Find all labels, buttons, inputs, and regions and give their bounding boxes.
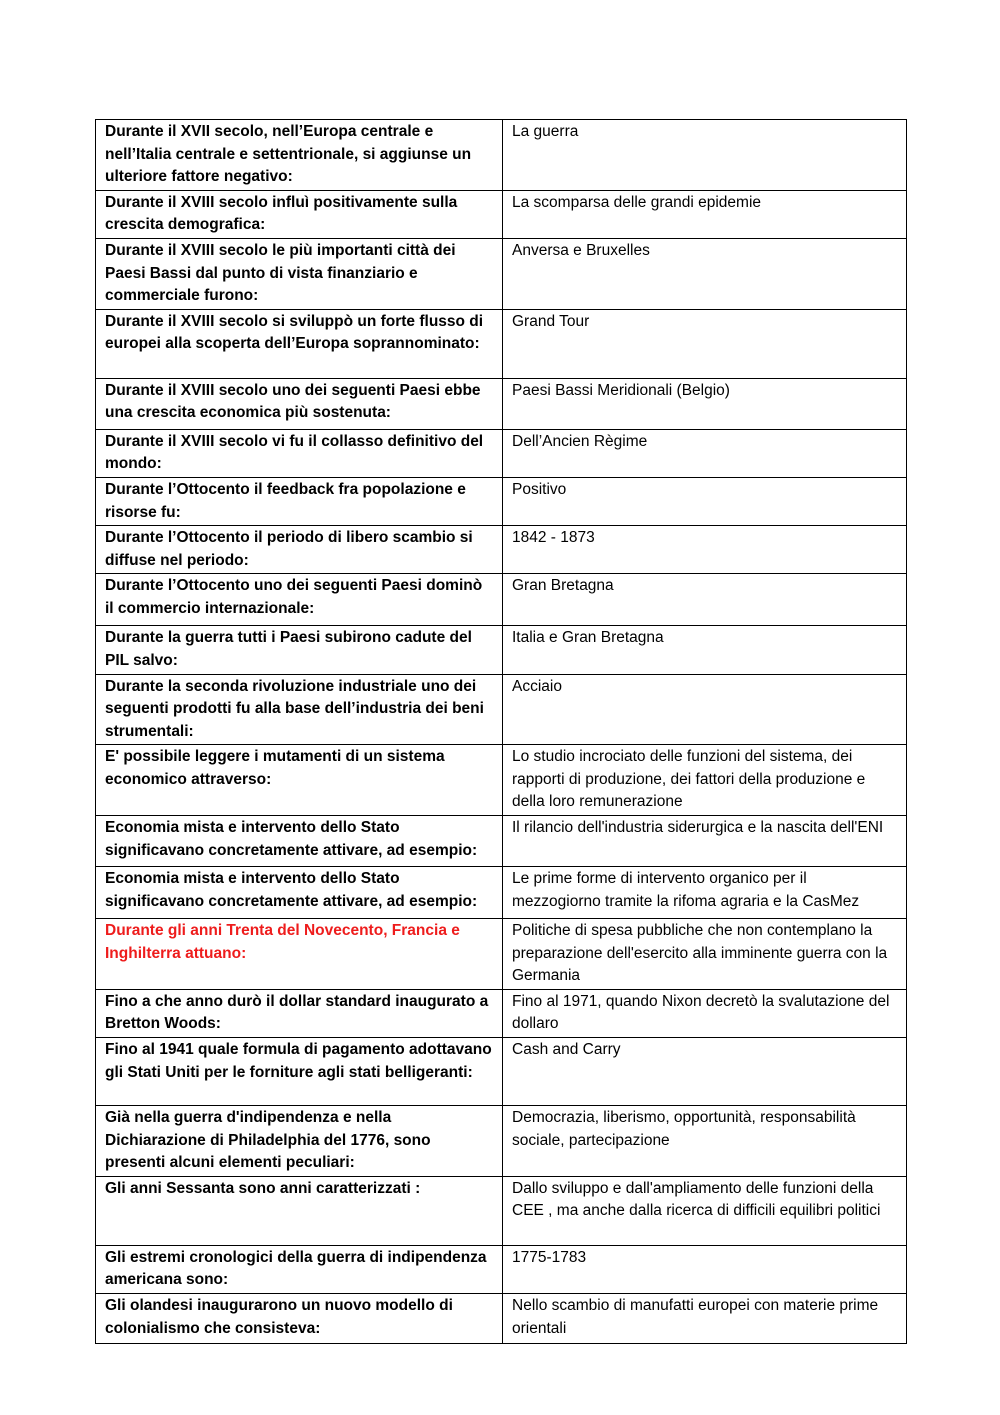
table-row [96,238,907,309]
answer-cell: Positivo [503,477,907,525]
table-row [96,867,907,919]
question-cell: Gli anni Sessanta sono anni caratterizzati : [96,1176,503,1245]
answer-cell: Dallo sviluppo e dall'ampliamento delle funzioni della CEE , ma anche dalla ricerca di difficili equilibri politici [503,1176,907,1245]
table-row [96,309,907,378]
answer-cell: Dell’Ancien Règime [503,429,907,477]
answer-cell: Fino al 1971, quando Nixon decretò la svalutazione del dollaro [503,989,907,1037]
answer-cell: Cash and Carry [503,1038,907,1106]
question-cell: Economia mista e intervento dello Stato significavano concretamente attivare, ad esempio: [96,867,503,919]
table-row [96,1245,907,1293]
table-row [96,1106,907,1177]
question-cell: Durante il XVIII secolo le più importanti città dei Paesi Bassi dal punto di vista finanziario e commerciale furono: [96,238,503,309]
question-cell: Durante la guerra tutti i Paesi subirono cadute del PIL salvo: [96,626,503,674]
answer-cell: Anversa e Bruxelles [503,238,907,309]
question-cell: Durante il XVIII secolo si sviluppò un forte flusso di europei alla scoperta dell’Europa soprannominato: [96,309,503,378]
table-row [96,1176,907,1245]
table-row [96,745,907,816]
answer-cell: Nello scambio di manufatti europei con materie prime orientali [503,1294,907,1344]
table-row [96,378,907,429]
answer-cell: Democrazia, liberismo, opportunità, responsabilità sociale, partecipazione [503,1106,907,1177]
table-row [96,526,907,574]
question-cell: Economia mista e intervento dello Stato significavano concretamente attivare, ad esempio: [96,816,503,867]
qa-table-body [96,120,907,1344]
question-cell: Fino al 1941 quale formula di pagamento adottavano gli Stati Uniti per le forniture agli stati belligeranti: [96,1038,503,1106]
qa-table [95,119,907,1344]
table-row [96,989,907,1037]
answer-cell: Politiche di spesa pubbliche che non contemplano la preparazione dell'esercito alla imminente guerra con la Germania [503,919,907,990]
table-row [96,1294,907,1344]
question-cell: E' possibile leggere i mutamenti di un sistema economico attraverso: [96,745,503,816]
answer-cell: Il rilancio dell'industria siderurgica e la nascita dell'ENI [503,816,907,867]
table-row [96,190,907,238]
table-row [96,626,907,674]
table-row [96,120,907,191]
answer-cell: Acciaio [503,674,907,745]
answer-cell: Gran Bretagna [503,574,907,626]
answer-cell: Lo studio incrociato delle funzioni del sistema, dei rapporti di produzione, dei fattori della produzione e della loro remunerazione [503,745,907,816]
question-cell: Durante il XVIII secolo uno dei seguenti Paesi ebbe una crescita economica più sostenuta: [96,378,503,429]
question-cell: Durante gli anni Trenta del Novecento, Francia e Inghilterra attuano: [96,919,503,990]
question-cell: Durante l’Ottocento il feedback fra popolazione e risorse fu: [96,477,503,525]
question-cell: Già nella guerra d'indipendenza e nella Dichiarazione di Philadelphia del 1776, sono presenti alcuni elementi peculiari: [96,1106,503,1177]
question-cell: Durante l’Ottocento uno dei seguenti Paesi dominò il commercio internazionale: [96,574,503,626]
table-row [96,574,907,626]
question-cell: Gli olandesi inaugurarono un nuovo modello di colonialismo che consisteva: [96,1294,503,1344]
table-row [96,477,907,525]
answer-cell: 1775-1783 [503,1245,907,1293]
question-cell: Durante l’Ottocento il periodo di libero scambio si diffuse nel periodo: [96,526,503,574]
question-cell: Durante il XVIII secolo vi fu il collasso definitivo del mondo: [96,429,503,477]
table-row [96,674,907,745]
table-row [96,1038,907,1106]
question-cell: Fino a che anno durò il dollar standard inaugurato a Bretton Woods: [96,989,503,1037]
table-row [96,816,907,867]
answer-cell: Paesi Bassi Meridionali (Belgio) [503,378,907,429]
table-row [96,919,907,990]
question-cell: Durante il XVIII secolo influì positivamente sulla crescita demografica: [96,190,503,238]
answer-cell: Le prime forme di intervento organico per il mezzogiorno tramite la rifoma agraria e la CasMez [503,867,907,919]
question-cell: Durante la seconda rivoluzione industriale uno dei seguenti prodotti fu alla base dell’industria dei beni strumentali: [96,674,503,745]
question-cell: Gli estremi cronologici della guerra di indipendenza americana sono: [96,1245,503,1293]
answer-cell: La scomparsa delle grandi epidemie [503,190,907,238]
answer-cell: 1842 - 1873 [503,526,907,574]
answer-cell: Grand Tour [503,309,907,378]
answer-cell: La guerra [503,120,907,191]
question-cell: Durante il XVII secolo, nell’Europa centrale e nell’Italia centrale e settentrionale, si aggiunse un ulteriore fattore negativo: [96,120,503,191]
answer-cell: Italia e Gran Bretagna [503,626,907,674]
table-row [96,429,907,477]
